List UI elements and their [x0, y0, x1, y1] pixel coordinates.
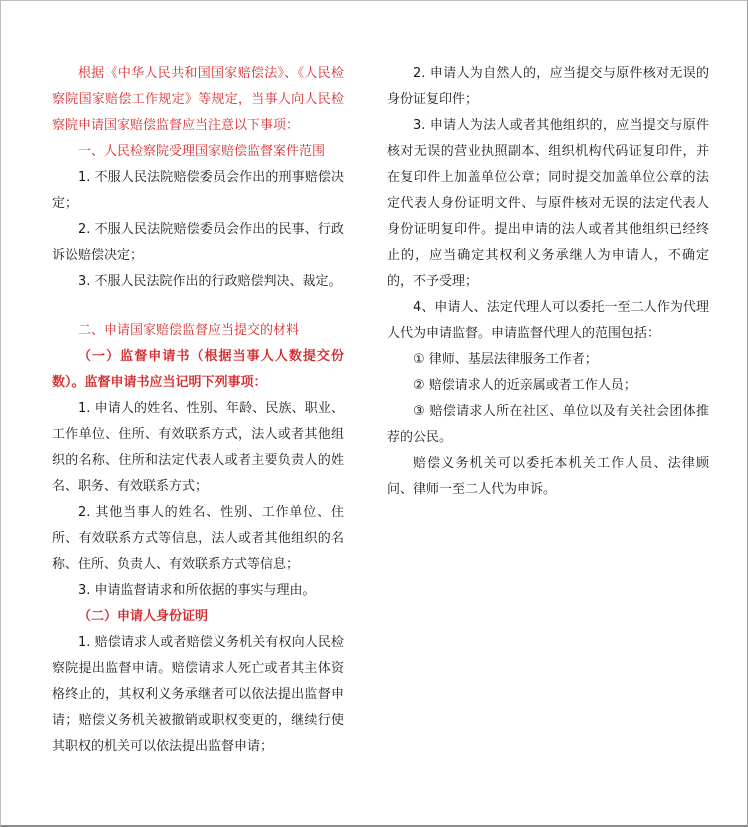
agent-item-3: ③ 赔偿请求人所在社区、单位以及有关社会团体推荐的公民。: [387, 404, 709, 445]
section1-heading: 一、人民检察院受理国家赔偿监督案件范围: [78, 144, 326, 159]
sub2-item-4: 4、申请人、法定代理人可以委托一至二人作为代理人代为申请监督。申请监督代理人的范围包括：: [387, 300, 709, 341]
sub1-heading: （一）监督申请书（根据当事人人数提交份数）。监督申请书应当记明下列事项：: [52, 349, 344, 390]
section1-item-2: 2. 不服人民法院赔偿委员会作出的民事、行政诉讼赔偿决定；: [52, 222, 344, 263]
section2-heading: 二、申请国家赔偿监督应当提交的材料: [78, 323, 300, 338]
agent-item-1: ① 律师、基层法律服务工作者；: [413, 352, 598, 367]
closing-paragraph: 赔偿义务机关可以委托本机关工作人员、法律顾问、律师一至二人代为申诉。: [387, 456, 709, 497]
sub1-item-3: 3. 申请监督请求和所依据的事实与理由。: [78, 583, 316, 598]
section1-item-3: 3. 不服人民法院作出的行政赔偿判决、裁定。: [78, 274, 342, 289]
sub1-item-2: 2. 其他当事人的姓名、性别、工作单位、住所、有效联系方式等信息，法人或者其他组织的名称、住所、负责人、有效联系方式等信息；: [52, 505, 344, 572]
sub2-heading: （二）申请人身份证明: [78, 609, 209, 624]
intro-paragraph: 根据《中华人民共和国国家赔偿法》、《人民检察院国家赔偿工作规定》等规定，当事人向人民检察院申请国家赔偿监督应当注意以下事项：: [52, 66, 344, 133]
sub1-item-1: 1. 申请人的姓名、性别、年龄、民族、职业、工作单位、住所、有效联系方式，法人或者其他组织的名称、住所和法定代表人或者主要负责人的姓名、职务、有效联系方式；: [52, 401, 344, 494]
sub2-item-1: 1. 赔偿请求人或者赔偿义务机关有权向人民检察院提出监督申请。赔偿请求人死亡或者其主体资格终止的，其权利义务承继者可以依法提出监督申请；赔偿义务机关被撤销或职权变更的，继续行使其职权的机关可以依法提出监督申请；: [52, 635, 344, 754]
sub2-item-3: 3. 申请人为法人或者其他组织的，应当提交与原件核对无误的营业执照副本、组织机构代码证复印件，并在复印件上加盖单位公章；同时提交加盖单位公章的法定代表人身份证明文件、与原件核对无误的法定代表人身份证明复印件。提出申请的法人或者其他组织已经终止的，应当确定其权利义务承继人为申请人，不确定的，不予受理；: [387, 118, 709, 289]
section1-item-1: 1. 不服人民法院赔偿委员会作出的刑事赔偿决定；: [52, 170, 344, 211]
sub2-item-2: 2. 申请人为自然人的，应当提交与原件核对无误的身份证复印件；: [387, 66, 709, 107]
agent-item-2: ② 赔偿请求人的近亲属或者工作人员；: [413, 378, 637, 393]
